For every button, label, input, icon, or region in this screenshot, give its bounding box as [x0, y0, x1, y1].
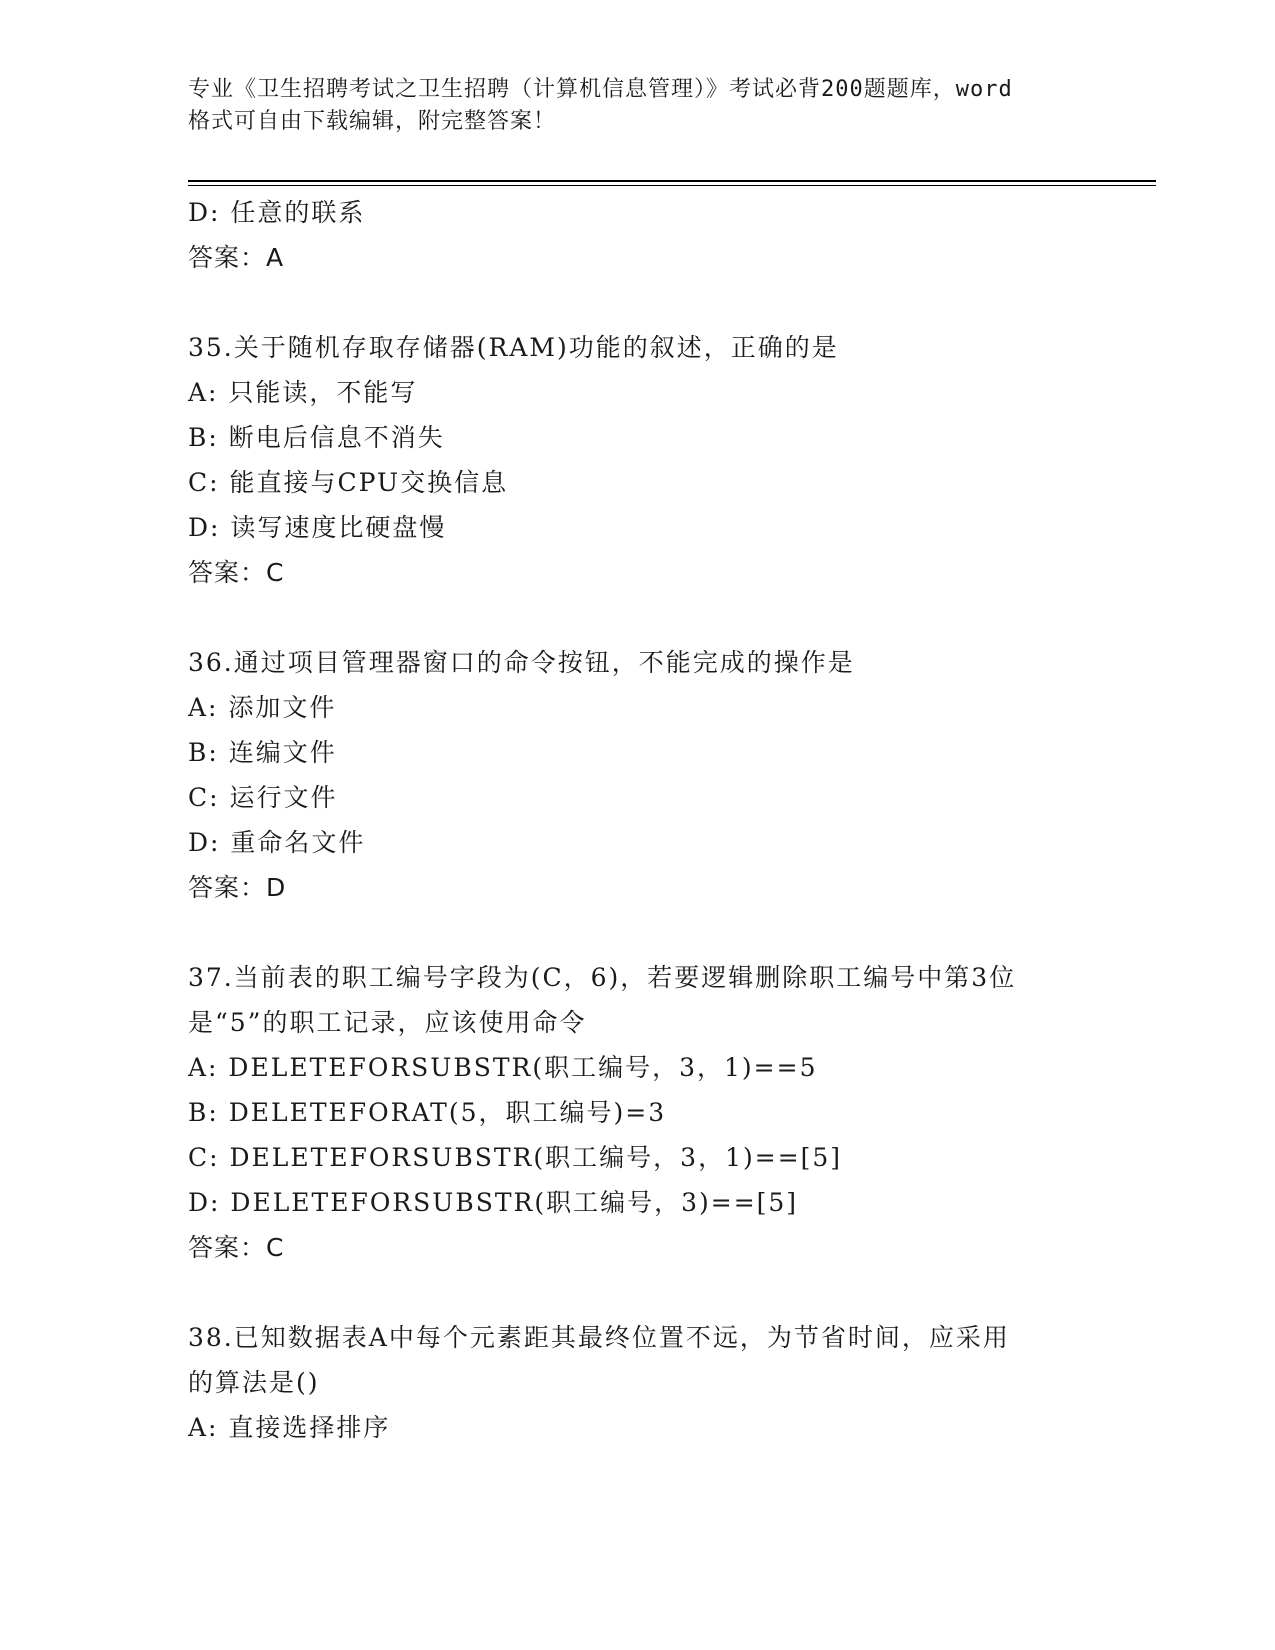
option-d: D: 读写速度比硬盘慢	[188, 513, 447, 542]
carryover-answer: 答案：A	[188, 243, 285, 272]
option-a: A: 直接选择排序	[188, 1413, 391, 1442]
question-list	[188, 190, 1088, 1450]
question-36	[188, 640, 1088, 911]
header-line-2: 格式可自由下载编辑，附完整答案！	[188, 109, 557, 134]
option-b: B: 断电后信息不消失	[188, 423, 445, 452]
document-header	[188, 74, 1088, 138]
carryover-option-d: D: 任意的联系	[188, 198, 366, 227]
header-rule-thick	[188, 180, 1156, 182]
option-c: C: 能直接与CPU交换信息	[188, 468, 509, 497]
question-stem-line-1: 38.已知数据表A中每个元素距其最终位置不远，为节省时间，应采用	[188, 1323, 1010, 1352]
header-rule-thin	[188, 185, 1156, 186]
question-38	[188, 1315, 1088, 1450]
option-a: A: DELETEFORSUBSTR(职工编号，3，1)==5	[188, 1053, 818, 1082]
question-stem: 36.通过项目管理器窗口的命令按钮，不能完成的操作是	[188, 648, 855, 677]
header-line-1: 专业《卫生招聘考试之卫生招聘（计算机信息管理）》考试必背200题题库，word	[188, 77, 1013, 102]
option-b: B: 连编文件	[188, 738, 337, 767]
question-35	[188, 325, 1088, 596]
option-d: D: DELETEFORSUBSTR(职工编号，3)==[5]	[188, 1188, 799, 1217]
option-a: A: 只能读，不能写	[188, 378, 418, 407]
option-c: C: 运行文件	[188, 783, 338, 812]
question-stem-line-2: 是“5”的职工记录，应该使用命令	[188, 1008, 587, 1037]
question-stem: 35.关于随机存取存储器(RAM)功能的叙述，正确的是	[188, 333, 839, 362]
question-37	[188, 955, 1088, 1271]
option-a: A: 添加文件	[188, 693, 337, 722]
option-b: B: DELETEFORAT(5，职工编号)=3	[188, 1098, 667, 1127]
answer: 答案：D	[188, 873, 287, 902]
option-c: C: DELETEFORSUBSTR(职工编号，3，1)==[5]	[188, 1143, 843, 1172]
answer: 答案：C	[188, 1233, 285, 1262]
question-stem-line-1: 37.当前表的职工编号字段为(C，6)，若要逻辑删除职工编号中第3位	[188, 963, 1017, 992]
option-d: D: 重命名文件	[188, 828, 366, 857]
question-stem-line-2: 的算法是()	[188, 1368, 320, 1397]
answer: 答案：C	[188, 558, 285, 587]
